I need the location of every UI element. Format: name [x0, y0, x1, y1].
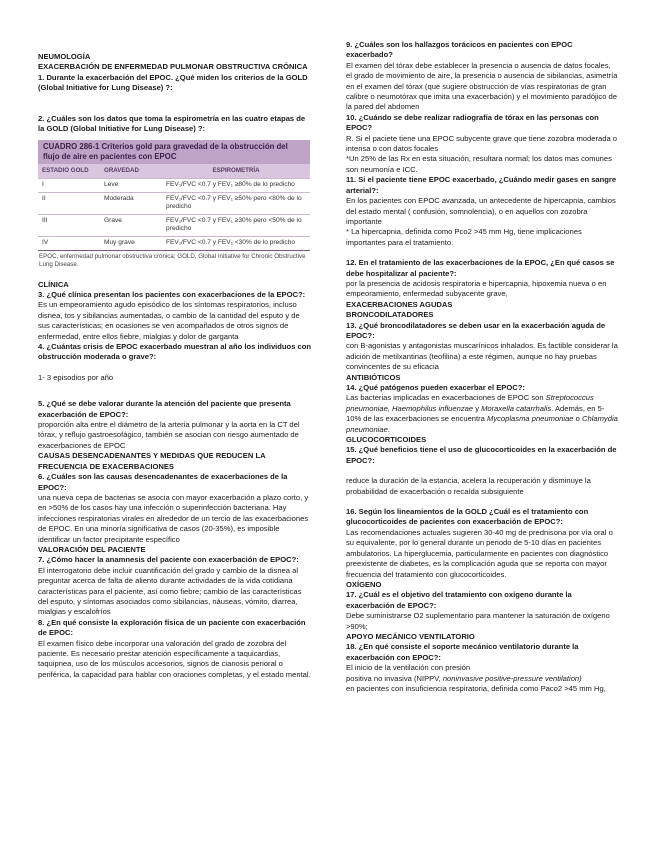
section-exacerbaciones: EXACERBACIONES AGUDAS — [346, 299, 453, 309]
question-8: 8. ¿En qué consiste la exploración física de un paciente con exacerbación de EPOC: — [38, 617, 306, 638]
question-6: 6. ¿Cuáles son las causas desencadenantes de exacerbaciones de la EPOC?: — [38, 472, 288, 492]
answer-15: reduce la duración de la estancia, acelera la recuperación y disminuye la probabilidad de exacerbación o recaída subsiguiente — [346, 476, 591, 496]
answer-18-b — [346, 674, 618, 684]
pathogen-name: Mycoplasma pneumoniae — [487, 414, 574, 424]
section-glucocorticoides: GLUCOCORTICOIDES — [346, 435, 427, 445]
answer-17: Debe suministrarse O2 suplementario para mantener la saturación de oxígeno >90%; — [346, 611, 610, 631]
answer-14-text: Las bacterias implicadas en exacerbaciones de EPOC son — [346, 393, 546, 403]
section-causas: CAUSAS DESENCADENANTES Y MEDIDAS QUE REDUCEN LA FRECUENCIA DE EXACERBACIONES — [38, 451, 266, 471]
answer-13: con B-agonistas y antagonistas muscarínicos inhalados. Es factible considerar la adición de metilxantinas (teofilina) a este régimen, aunque no hay pruebas convincentes de su eficacia — [346, 341, 618, 372]
question-2: 2. ¿Cuáles son los datos que toma la espirometría en las cuatro etapas de la GOLD (Global Initiative for Lung Disease) ?: — [38, 113, 306, 134]
table-row — [38, 179, 310, 193]
document-title: EXACERBACIÓN DE ENFERMEDAD PULMONAR OBSTRUCTIVA CRÓNICA — [38, 62, 308, 72]
table-cell: Leve — [100, 179, 162, 193]
question-18: 18. ¿En qué consiste el soporte mecánico ventilatorio durante la exacerbación con EPOC?: — [346, 642, 579, 662]
answer-18-text: positiva no invasiva (NIPPV, — [346, 673, 443, 683]
question-4: 4. ¿Cuántas crisis de EPOC exacerbado muestran al año los individuos con obstrucción moderada o grave?: — [38, 342, 312, 362]
left-column — [38, 52, 312, 680]
table-caption: CUADRO 286-1 Criterios gold para gravedad de la obstrucción del flujo de aire en pacientes con EPOC — [38, 140, 310, 163]
answer-11-a: En los pacientes con EPOC avanzada, un antecedente de hipercapnia, cambios del estado mental ( confusión, somnolencia), o en aquellos con zozobra importante — [346, 196, 616, 226]
table-cell: FEV₁/FVC <0.7 y FEV₁ ≥50% pero <80% de lo predicho — [162, 192, 310, 214]
question-13: 13. ¿Qué broncodilatadores se deben usar en la exacerbación aguda de EPOC?: — [346, 320, 606, 340]
table-row — [38, 192, 310, 214]
table-cell: IV — [38, 237, 100, 251]
answer-3: Es un empeoramiento agudo episódico de los síntomas respiratorios, incluso disnea, tos y sibilancias aumentadas, o cambio de la cantidad del esputo y de sus características; en ocasiones se ven acompañados de otros signos de enfermedad, entre ellos fiebre, mialgias y dolor de garganta — [38, 300, 300, 341]
table-header: ESPIROMETRÍA — [162, 164, 310, 179]
table-cell: I — [38, 179, 100, 193]
table-cell: FEV₁/FVC <0.7 y FEV₁ <30% de lo predicho — [162, 237, 310, 251]
table-cell: III — [38, 214, 100, 236]
answer-18-italic: noninvasive positive-pressure ventilation) — [442, 673, 582, 683]
answer-14-text: . Además, en 5-10% de las exacerbaciones se encuentra — [346, 403, 605, 424]
table-cell: FEV₁/FVC <0.7 y FEV₁ ≥30% pero <50% de lo predicho — [162, 214, 310, 236]
answer-7: El interrogatorio debe incluir cuantificación del grado y cambio de la disnea al preguntar acerca de falta de aliento durante actividades de la vida cotidiana características para el paciente, así como fiebre; cambio de las características del esputo, y síntomas asociados como sibilancias, náuseas, vómito, diarrea, mialgias y escalofríos — [38, 565, 302, 617]
answer-11-b: * La hipercapnia, definida como Pco2 >45 mm Hg, tiene implicaciones importantes para el tratamiento. — [346, 227, 582, 247]
section-clinica: CLÍNICA — [38, 279, 69, 289]
answer-10-b: *Un 25% de las Rx en esta situación, resultara normal; los datos mas comunes son neumonía e ICC. — [346, 154, 612, 174]
table-cell: Grave — [100, 214, 162, 236]
table-header: GRAVEDAD — [100, 164, 162, 179]
pathogen-name: Chlamydia pneumoniae — [346, 414, 618, 434]
table-cell: II — [38, 192, 100, 214]
answer-9: El examen del tórax debe establecer la presencia o ausencia de datos focales, el grado de movimiento de aire, la presencia o ausencia de sibilancias, asimetría en el examen del tórax (que sugiere obstrucción de vías respiratorias de gran calibre o neumotórax que imita una exacerbación) y el movimiento paradójico de la pared del abdomen — [346, 60, 618, 112]
answer-14-text: o — [573, 414, 582, 424]
pathogen-name: Streptococcus pneumoniae, Haemophilus influenzae — [346, 393, 594, 413]
answer-14 — [346, 393, 618, 435]
answer-4: 1- 3 episodios por año — [38, 372, 114, 382]
section-broncodilatadores: BRONCODILATADORES — [346, 310, 434, 320]
answer-10-a: R. Si el paciete tiene una EPOC subycente grave que tiene zozobra moderada o intensa o con datos focales — [346, 133, 618, 154]
question-5: 5. ¿Qué se debe valorar durante la atención del paciente que presenta exacerbación de EPOC?: — [38, 399, 291, 419]
table-cell: Muy grave — [100, 237, 162, 251]
section-neumologia: NEUMOLOGÍA — [38, 52, 91, 61]
table-footnote: EPOC, enfermedad pulmonar obstructiva crónica; GOLD, Global Initiative for Chronic Obstructive Lung Disease. — [38, 250, 310, 270]
answer-14-text: y — [473, 403, 482, 413]
question-9: 9. ¿Cuáles son los hallazgos torácicos en pacientes con EPOC exacerbado? — [346, 40, 573, 60]
pathogen-name: Moraxella catarrhalis — [481, 403, 552, 413]
answer-5: proporción alta entre el diámetro de la arteria pulmonar y la aorta en la CT del tórax, y reflujo gastroesofágico, también se asocian con riesgo aumentado de exacerbaciones de EPOC — [38, 420, 300, 450]
question-16: 16. Según los lineamientos de la GOLD ¿Cuál es el tratamiento con glucocorticoides de pacientes con exacerbación de EPOC?: — [346, 507, 589, 527]
question-1: 1. Durante la exacerbación del EPOC. ¿Qué miden los criterios de la GOLD (Global Initiative for Lung Disease) ?: — [38, 72, 308, 93]
question-10: 10. ¿Cuándo se debe realizar radiografía de tórax en las personas con EPOC? — [346, 112, 599, 133]
answer-14-text: . — [387, 424, 390, 434]
question-7: 7. ¿Cómo hacer la anamnesis del paciente con exacerbación de EPOC?: — [38, 555, 299, 565]
table-header: ESTADIO GOLD — [38, 164, 100, 179]
question-3: 3. ¿Qué clínica presentan los pacientes con exacerbaciones de la EPOC?: — [38, 290, 306, 299]
answer-18-a: El inicio de la ventilación con presión — [346, 663, 471, 673]
table-cell: Moderada — [100, 192, 162, 214]
question-11: 11. Si el paciente tiene EPOC exacerbado, ¿Cuándo medir gases en sangre arterial?: — [346, 175, 617, 195]
question-14: 14. ¿Qué patógenos pueden exacerbar el EPOC?: — [346, 383, 525, 392]
section-oxigeno: OXÍGENO — [346, 579, 382, 589]
section-apoyo: APOYO MECÁNICO VENTILATORIO — [346, 631, 475, 641]
answer-16: Las recomendaciones actuales sugieren 30-40 mg de prednisona por vía oral o su equivalente, por lo general durante un periodo de 5-10 días en pacientes ambulatorios. La hiperglucemia, particularmente en pacientes con diagnóstico preexistente de diabetes, es la complicación aguda que se reporta con mayor frecuencia del tratamiento con glucocorticoides. — [346, 527, 613, 579]
question-12: 12. En el tratamiento de las exacerbaciones de la EPOC, ¿En qué casos se debe hospitalizar al paciente?: — [346, 258, 615, 278]
question-15: 15. ¿Qué beneficios tiene el uso de glucocorticoides en la exacerbación de EPOC?: — [346, 445, 617, 465]
table-row — [38, 214, 310, 236]
table-row — [38, 237, 310, 251]
answer-8: El examen físico debe incorporar una valoración del grado de zozobra del paciente. Es necesario prestar atención específicamente a taquicardias, taquipnea, uso de los músculos accesorios, signos de cianosis perioral o periférica, la capacidad para hablar con oraciones completas, y el estado mental. — [38, 638, 311, 679]
gold-criteria-table — [38, 140, 310, 269]
answer-12: por la presencia de acidosis respiratoria e hipercapnia, hipoxemia nueva o en empeoramiento, enfermedad subyacente grave, — [346, 278, 607, 299]
right-column — [346, 40, 618, 694]
section-valoracion: VALORACIÓN DEL PACIENTE — [38, 544, 146, 554]
answer-18-c: en pacientes con insuficiencia respiratoria, definida como Paco2 >45 mm Hg, — [346, 683, 606, 693]
table-cell: FEV₁/FVC <0.7 y FEV₁ ≥80% de lo predicho — [162, 179, 310, 193]
section-antibioticos: ANTIBIÓTICOS — [346, 372, 401, 382]
answer-6: una nueva cepa de bacterias se asocia con mayor exacerbación a plazo corto, y en >50% de los casos hay una infección o superinfección bacteriana. Hay infecciones respiratorias virales en alrededor de un tercio de las exacerbaciones de EPOC. En una minoría significativa de casos (20-35%), es imposible identificar un factor precipitante específico — [38, 492, 309, 544]
question-17: 17. ¿Cuál es el objetivo del tratamiento con oxígeno durante la exacerbación de EPOC?: — [346, 590, 572, 610]
